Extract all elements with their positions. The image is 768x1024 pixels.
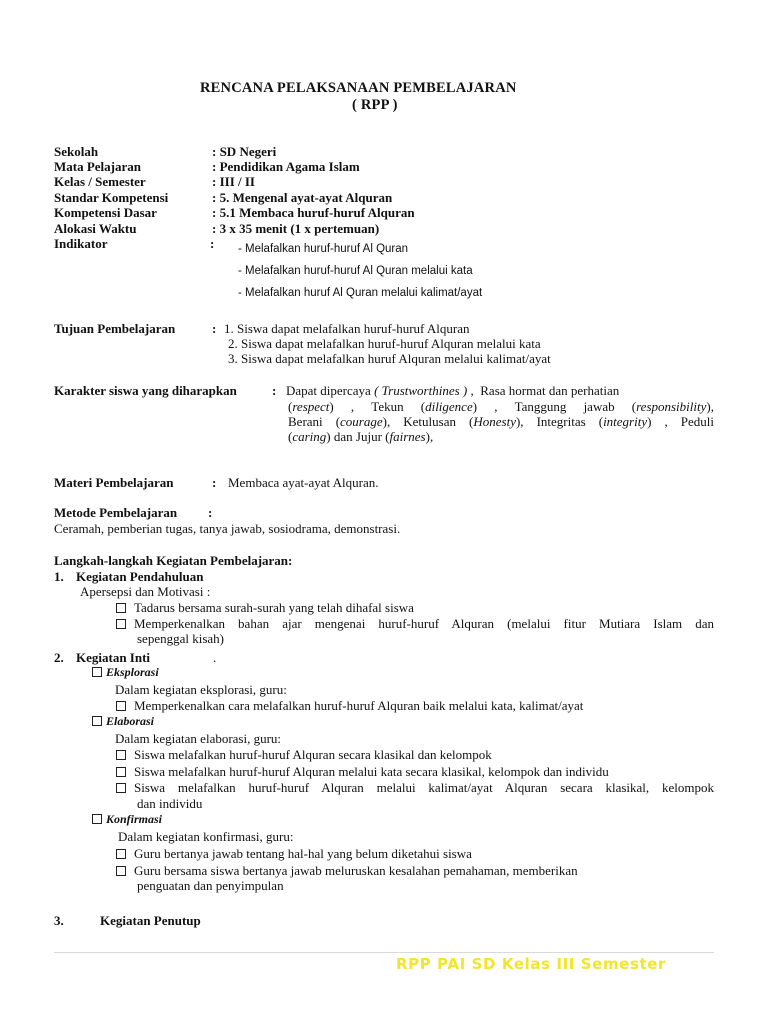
eksplorasi-item: Memperkenalkan cara melafalkan huruf-huruf Alquran baik melalui kata, kalimat/ayat [116, 698, 583, 714]
checkbox-icon [116, 767, 126, 777]
eksplorasi-intro: Dalam kegiatan eksplorasi, guru: [115, 682, 287, 697]
penutup-number: 3. [54, 913, 64, 928]
apersepsi-label: Apersepsi dan Motivasi : [80, 584, 211, 599]
inti-dot: . [213, 650, 217, 665]
indikator-label: Indikator [54, 236, 108, 251]
karakter-line: Dapat dipercaya ( Trustworthines ) , Rasa hormat dan perhatian [286, 383, 620, 398]
elaborasi-heading: Elaborasi [92, 714, 154, 729]
kompetensi-dasar-value: : 5.1 Membaca huruf-huruf Alquran [212, 205, 415, 220]
karakter-colon: : [272, 383, 277, 398]
mapel-value: : Pendidikan Agama Islam [212, 159, 360, 174]
metode-colon: : [208, 505, 213, 520]
materi-label: Materi Pembelajaran [54, 475, 174, 490]
inti-title: Kegiatan Inti [76, 650, 151, 665]
checkbox-icon [116, 750, 126, 760]
indikator-item: - Melafalkan huruf-huruf Al Quran melalui kata [238, 265, 473, 277]
alokasi-waktu-label: Alokasi Waktu [54, 221, 137, 236]
checkbox-icon [116, 701, 126, 711]
indikator-item: - Melafalkan huruf Al Quran melalui kalimat/ayat [238, 287, 483, 299]
document-subtitle: ( RPP ) [352, 97, 398, 113]
metode-label: Metode Pembelajaran [54, 505, 178, 520]
sekolah-value: : SD Negeri [212, 144, 277, 159]
metode-value: Ceramah, pemberian tugas, tanya jawab, sosiodrama, demonstrasi. [54, 521, 401, 536]
checkbox-icon [116, 783, 126, 793]
checkbox-icon [92, 667, 102, 677]
karakter-line: (respect) , Tekun (diligence) , Tanggung jawab (responsibility), [288, 399, 714, 414]
konfirmasi-item-continued: penguatan dan penyimpulan [137, 878, 284, 893]
tujuan-label: Tujuan Pembelajaran [54, 321, 176, 336]
kelas-label: Kelas / Semester [54, 174, 146, 189]
document-title: RENCANA PELAKSANAAN PEMBELAJARAN [200, 80, 517, 96]
elaborasi-item: Siswa melafalkan huruf-huruf Alquran secara klasikal dan kelompok [116, 747, 492, 763]
checkbox-icon [92, 716, 102, 726]
pendahuluan-number: 1. [54, 569, 64, 584]
konfirmasi-heading: Konfirmasi [92, 812, 162, 827]
checkbox-icon [92, 814, 102, 824]
footer-divider [54, 952, 714, 953]
tujuan-colon: : [212, 321, 217, 336]
pendahuluan-item: Memperkenalkan bahan ajar mengenai huruf-huruf Alquran (melalui fitur Mutiara Islam dan [116, 616, 714, 632]
materi-colon: : [212, 475, 217, 490]
kelas-value: : III / II [212, 174, 255, 189]
elaborasi-item: Siswa melafalkan huruf-huruf Alquran melalui kalimat/ayat Alquran secara klasikal, kelompok [116, 780, 714, 796]
konfirmasi-item: Guru bertanya jawab tentang hal-hal yang belum diketahui siswa [116, 846, 472, 862]
sekolah-label: Sekolah [54, 144, 99, 159]
eksplorasi-heading: Eksplorasi [92, 665, 159, 680]
elaborasi-intro: Dalam kegiatan elaborasi, guru: [115, 731, 282, 746]
karakter-line: (caring) dan Jujur (fairnes), [288, 429, 434, 444]
elaborasi-item: Siswa melafalkan huruf-huruf Alquran melalui kata secara klasikal, kelompok dan individu [116, 764, 609, 780]
footer-text: RPP PAI SD Kelas III Semester [396, 955, 667, 973]
pendahuluan-title: Kegiatan Pendahuluan [76, 569, 204, 584]
tujuan-item: 1. Siswa dapat melafalkan huruf-huruf Alquran [224, 321, 470, 336]
checkbox-icon [116, 603, 126, 613]
checkbox-icon [116, 849, 126, 859]
karakter-line: Berani (courage), Ketulusan (Honesty), Integritas (integrity) , Peduli [288, 414, 714, 429]
tujuan-item: 2. Siswa dapat melafalkan huruf-huruf Alquran melalui kata [228, 336, 541, 351]
pendahuluan-item-continued: sepenggal kisah) [137, 631, 225, 646]
pendahuluan-item: Tadarus bersama surah-surah yang telah dihafal siswa [116, 600, 414, 616]
alokasi-waktu-value: : 3 x 35 menit (1 x pertemuan) [212, 221, 380, 236]
standar-kompetensi-label: Standar Kompetensi [54, 190, 169, 205]
indikator-colon: : [210, 236, 215, 251]
indikator-item: - Melafalkan huruf-huruf Al Quran [238, 243, 409, 255]
penutup-title: Kegiatan Penutup [100, 913, 201, 928]
konfirmasi-intro: Dalam kegiatan konfirmasi, guru: [118, 829, 294, 844]
mapel-label: Mata Pelajaran [54, 159, 142, 174]
checkbox-icon [116, 619, 126, 629]
tujuan-item: 3. Siswa dapat melafalkan huruf Alquran melalui kalimat/ayat [228, 351, 551, 366]
materi-value: Membaca ayat-ayat Alquran. [228, 475, 379, 490]
langkah-title: Langkah-langkah Kegiatan Pembelajaran: [54, 553, 293, 568]
inti-number: 2. [54, 650, 64, 665]
kompetensi-dasar-label: Kompetensi Dasar [54, 205, 157, 220]
karakter-label: Karakter siswa yang diharapkan [54, 383, 237, 398]
standar-kompetensi-value: : 5. Mengenal ayat-ayat Alquran [212, 190, 393, 205]
elaborasi-item-continued: dan individu [137, 796, 203, 811]
checkbox-icon [116, 866, 126, 876]
konfirmasi-item: Guru bersama siswa bertanya jawab meluruskan kesalahan pemahaman, memberikan [116, 863, 578, 879]
